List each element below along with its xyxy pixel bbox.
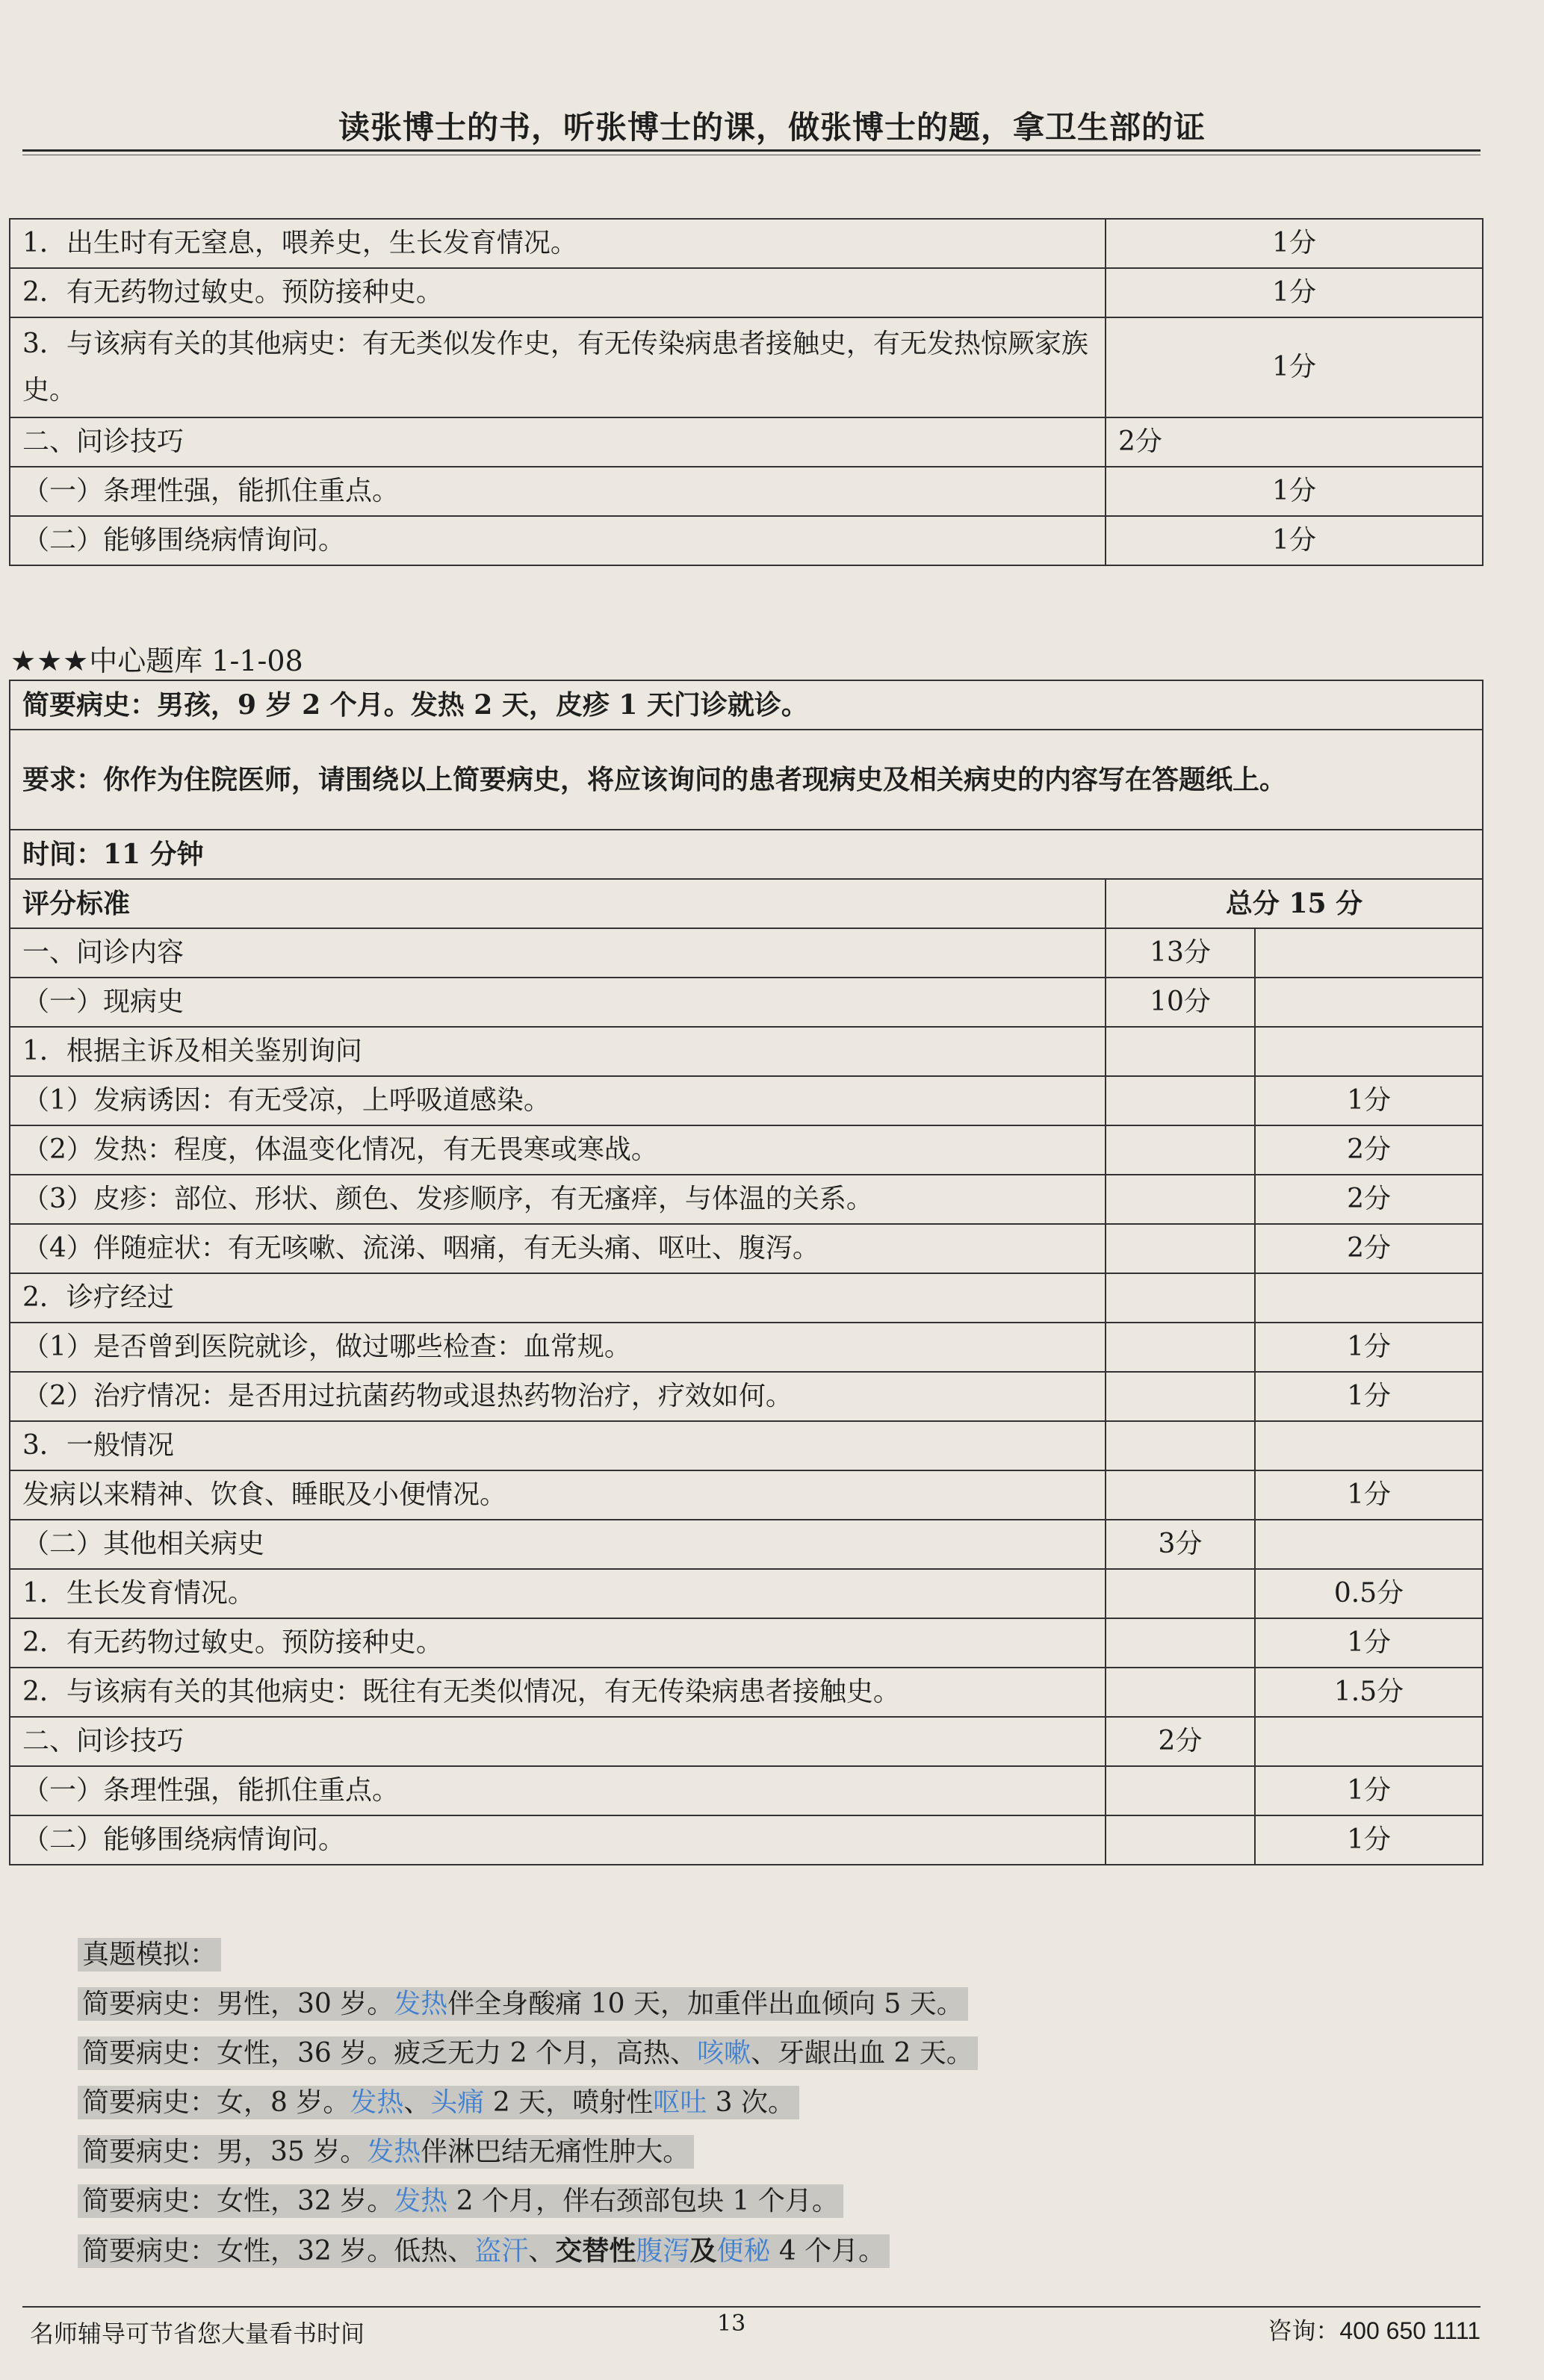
case-score-table (9, 680, 1483, 1865)
item-points: 1分 (1255, 1815, 1483, 1865)
empty-cell (1106, 1372, 1255, 1421)
empty-cell (1106, 1815, 1255, 1865)
item-text: （1）发病诱因：有无受凉，上呼吸道感染。 (10, 1076, 1106, 1125)
table-row (10, 1470, 1483, 1520)
empty-cell (1106, 1618, 1255, 1668)
practice-text: 4 个月。 (770, 2236, 886, 2266)
practice-item (78, 2177, 978, 2226)
empty-cell (1106, 1323, 1255, 1372)
item-points: 1分 (1106, 268, 1483, 317)
practice-label: 简要病史： (82, 2186, 217, 2216)
table-row (10, 1323, 1483, 1372)
practice-item (78, 2078, 978, 2128)
item-text: 1．根据主诉及相关鉴别询问 (10, 1027, 1106, 1076)
item-text: （二）其他相关病史 (10, 1520, 1106, 1569)
table-row (10, 317, 1483, 417)
item-points: 1分 (1255, 1618, 1483, 1668)
item-text: 2．有无药物过敏史。预防接种史。 (10, 268, 1106, 317)
practice-text: 女性，36 岁。疲乏无力 2 个月，高热、 (217, 2038, 698, 2069)
page-number: 13 (717, 2311, 746, 2337)
item-points: 1分 (1106, 516, 1483, 565)
table-row (10, 1717, 1483, 1766)
item-points: 2分 (1255, 1125, 1483, 1175)
item-points: 1分 (1255, 1766, 1483, 1815)
item-text: （二）能够围绕病情询问。 (10, 516, 1106, 565)
practice-text: 伴全身酸痛 10 天，加重伴出血倾向 5 天。 (447, 1989, 964, 2019)
empty-cell (1106, 1027, 1255, 1076)
table-row (10, 1076, 1483, 1125)
practice-text: 2 个月，伴右颈部包块 1 个月。 (447, 2186, 839, 2216)
item-text: 2．与该病有关的其他病史：既往有无类似情况，有无传染病患者接触史。 (10, 1668, 1106, 1717)
item-points: 1分 (1255, 1323, 1483, 1372)
item-text: 3．一般情况 (10, 1421, 1106, 1470)
practice-title: 真题模拟： (78, 1938, 221, 1972)
footer-rule (22, 2306, 1481, 2308)
item-text: （一）条理性强，能抓住重点。 (10, 467, 1106, 516)
table-row (10, 268, 1483, 317)
case-heading (10, 638, 303, 679)
keyword: 腹泻 (636, 2236, 690, 2266)
practice-label: 简要病史： (82, 1989, 217, 2019)
empty-cell (1106, 1421, 1255, 1470)
empty-cell (1106, 1273, 1255, 1323)
item-text: 2．有无药物过敏史。预防接种史。 (10, 1618, 1106, 1668)
keyword: 发热 (350, 2087, 404, 2118)
empty-cell (1255, 1273, 1483, 1323)
table-row (10, 516, 1483, 565)
item-points: 0.5分 (1255, 1569, 1483, 1618)
table-row (10, 1027, 1483, 1076)
section-points: 3分 (1106, 1520, 1255, 1569)
case-requirement: 要求：你作为住院医师，请围绕以上简要病史，将应该询问的患者现病史及相关病史的内容写在答题纸上。 (10, 730, 1483, 830)
keyword: 咳嗽 (697, 2038, 751, 2069)
table-row (10, 219, 1483, 268)
item-text: 发病以来精神、饮食、睡眠及小便情况。 (10, 1470, 1106, 1520)
empty-cell (1255, 928, 1483, 978)
practice-text: 女性，32 岁。低热、 (217, 2236, 475, 2266)
empty-cell (1255, 978, 1483, 1027)
practice-label: 简要病史： (82, 2137, 217, 2167)
practice-text: 男，35 岁。 (217, 2137, 368, 2167)
case-brief: 简要病史：男孩，9 岁 2 个月。发热 2 天，皮疹 1 天门诊就诊。 (10, 680, 1483, 730)
practice-item (78, 2128, 978, 2177)
item-text: 二、问诊技巧 (10, 1717, 1106, 1766)
table-row (10, 1224, 1483, 1273)
page-header-title: 读张博士的书，听张博士的课，做张博士的题，拿卫生部的证 (338, 109, 1206, 146)
practice-text: 2 天，喷射性 (484, 2087, 654, 2118)
practice-text: 男性，30 岁。 (217, 1989, 394, 2019)
keyword: 头痛 (430, 2087, 485, 2118)
empty-cell (1255, 1520, 1483, 1569)
practice-text: 女，8 岁。 (217, 2087, 350, 2118)
item-points: 1分 (1106, 219, 1483, 268)
table-row (10, 680, 1483, 730)
section-points: 10分 (1106, 978, 1255, 1027)
case-time: 时间：11 分钟 (10, 830, 1483, 879)
table-row (10, 830, 1483, 879)
item-text: 2．诊疗经过 (10, 1273, 1106, 1323)
footer-slogan: 名师辅导可节省您大量看书时间 (30, 2320, 365, 2348)
table-row (10, 467, 1483, 516)
item-points: 1分 (1255, 1470, 1483, 1520)
practice-label: 简要病史： (82, 2087, 217, 2118)
bold-text: 交替性 (555, 2235, 636, 2266)
item-points: 2分 (1255, 1175, 1483, 1224)
item-text: 1．生长发育情况。 (10, 1569, 1106, 1618)
item-points: 1分 (1106, 317, 1483, 417)
keyword: 呕吐 (653, 2087, 707, 2118)
practice-section (78, 1930, 978, 2275)
item-text: 二、问诊技巧 (10, 417, 1106, 467)
item-points: 1分 (1255, 1372, 1483, 1421)
table-row (10, 1569, 1483, 1618)
table-row (10, 928, 1483, 978)
practice-text: 、 (528, 2236, 556, 2266)
table-row (10, 1520, 1483, 1569)
criteria-label: 评分标准 (10, 879, 1106, 928)
keyword: 便秘 (716, 2236, 771, 2266)
table-row (10, 1273, 1483, 1323)
practice-label: 简要病史： (82, 2236, 217, 2266)
practice-item (78, 1980, 978, 2029)
section-points: 2分 (1106, 1717, 1255, 1766)
total-score: 总分 15 分 (1106, 879, 1483, 928)
item-text: （一）条理性强，能抓住重点。 (10, 1766, 1106, 1815)
empty-cell (1106, 1175, 1255, 1224)
section-points: 13分 (1106, 928, 1255, 978)
empty-cell (1106, 1569, 1255, 1618)
practice-item (78, 2029, 978, 2078)
footer-contact: 咨询：400 650 1111 (1268, 2317, 1481, 2344)
practice-text: 、 (403, 2087, 431, 2118)
item-text: 一、问诊内容 (10, 928, 1106, 978)
item-points: 2分 (1255, 1224, 1483, 1273)
empty-cell (1106, 1076, 1255, 1125)
item-text: （4）伴随症状：有无咳嗽、流涕、咽痛，有无头痛、呕吐、腹泻。 (10, 1224, 1106, 1273)
table-row (10, 1125, 1483, 1175)
stars-icon: ★★★ (10, 644, 90, 677)
practice-text: 女性，32 岁。 (217, 2186, 394, 2216)
item-text: 3．与该病有关的其他病史：有无类似发作史，有无传染病患者接触史，有无发热惊厥家族史。 (10, 317, 1106, 417)
item-points: 1分 (1255, 1076, 1483, 1125)
item-points: 2分 (1106, 417, 1483, 467)
table-row (10, 879, 1483, 928)
table-row (10, 1766, 1483, 1815)
empty-cell (1255, 1717, 1483, 1766)
bold-text: 及 (689, 2235, 717, 2266)
keyword: 发热 (394, 1989, 448, 2019)
empty-cell (1106, 1766, 1255, 1815)
table-row (10, 730, 1483, 830)
empty-cell (1106, 1668, 1255, 1717)
item-text: 1．出生时有无窒息，喂养史，生长发育情况。 (10, 219, 1106, 268)
keyword: 盗汗 (474, 2236, 529, 2266)
keyword: 发热 (367, 2137, 421, 2167)
table-row (10, 417, 1483, 467)
table-row (10, 1815, 1483, 1865)
table-row (10, 1421, 1483, 1470)
item-text: （2）发热：程度，体温变化情况，有无畏寒或寒战。 (10, 1125, 1106, 1175)
practice-item (78, 2226, 978, 2275)
header-rule (22, 149, 1481, 152)
item-points: 1分 (1106, 467, 1483, 516)
case-title: 中心题库 1-1-08 (89, 644, 303, 677)
item-text: （1）是否曾到医院就诊，做过哪些检查：血常规。 (10, 1323, 1106, 1372)
empty-cell (1106, 1125, 1255, 1175)
item-points: 1.5分 (1255, 1668, 1483, 1717)
practice-text: 、牙龈出血 2 天。 (751, 2038, 973, 2069)
item-text: （一）现病史 (10, 978, 1106, 1027)
table-row (10, 1668, 1483, 1717)
practice-text: 伴淋巴结无痛性肿大。 (421, 2137, 690, 2167)
table-row (10, 1372, 1483, 1421)
table-row (10, 1175, 1483, 1224)
item-text: （二）能够围绕病情询问。 (10, 1815, 1106, 1865)
item-text: （2）治疗情况：是否用过抗菌药物或退热药物治疗，疗效如何。 (10, 1372, 1106, 1421)
practice-text: 3 次。 (707, 2087, 796, 2118)
empty-cell (1255, 1421, 1483, 1470)
score-table-continued (9, 218, 1483, 566)
keyword: 发热 (394, 2186, 448, 2216)
practice-label: 简要病史： (82, 2038, 217, 2069)
table-row (10, 1618, 1483, 1668)
table-row (10, 978, 1483, 1027)
empty-cell (1106, 1224, 1255, 1273)
empty-cell (1106, 1470, 1255, 1520)
empty-cell (1255, 1027, 1483, 1076)
item-text: （3）皮疹：部位、形状、颜色、发疹顺序，有无瘙痒，与体温的关系。 (10, 1175, 1106, 1224)
